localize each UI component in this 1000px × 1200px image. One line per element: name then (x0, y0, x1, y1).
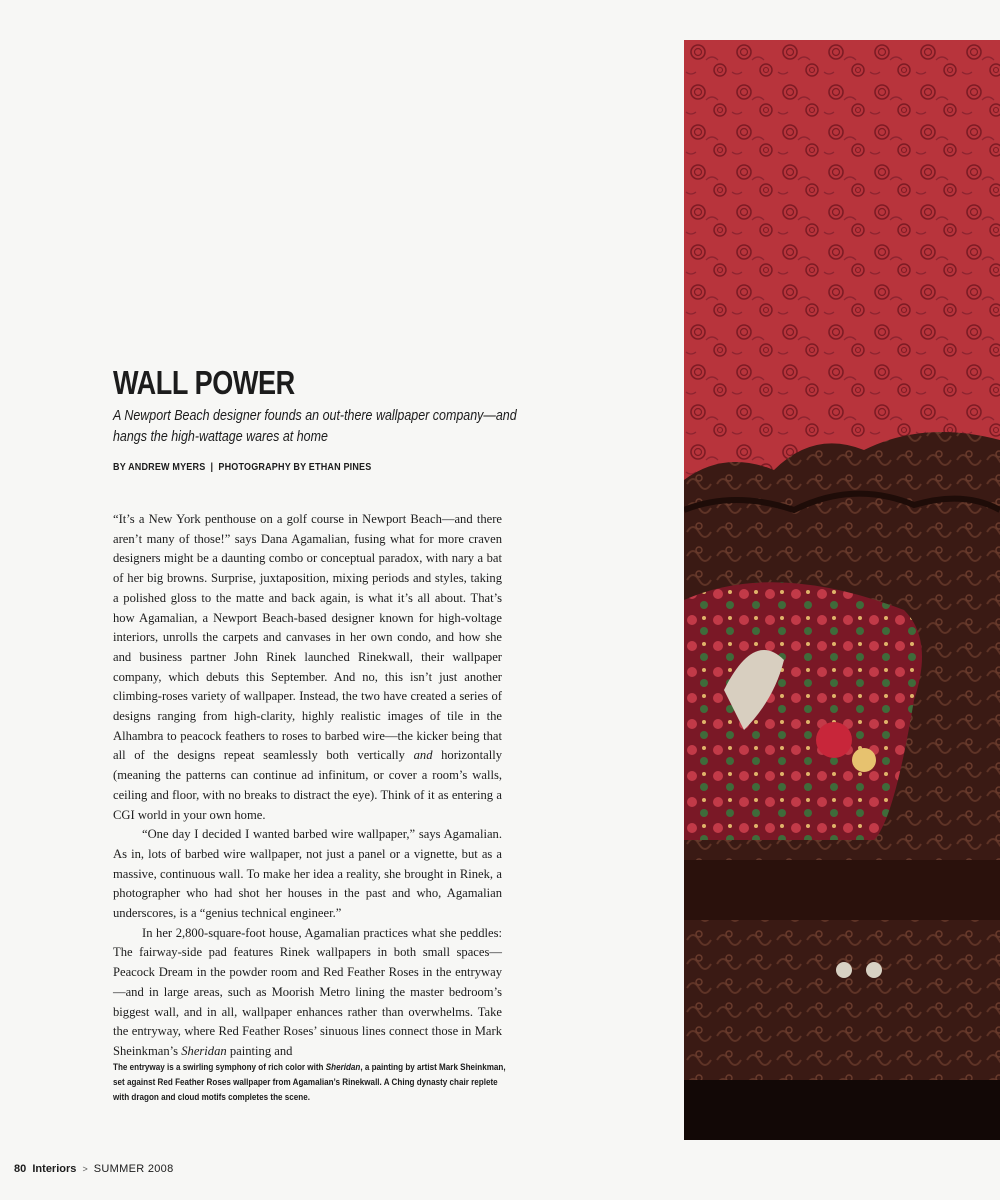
paragraph-1-emphasis: and (413, 748, 433, 763)
entryway-photo-illustration (684, 40, 1000, 1140)
paragraph-3-text-a: In her 2,800-square-foot house, Agamalian practices what she peddles: The fairway-side pad features Rinek wallpapers in both small spaces—Peacock Dream in the powder room and Red Feather Roses in the entryway—and in large areas, such as Moorish Metro lining the master bedroom’s biggest wall, and in all, wallpaper enhances rather than overwhelms. Take the entryway, where Red Feather Roses’ sinuous lines connect those in Mark Sheinkman’s (113, 925, 502, 1058)
entryway-photo (684, 40, 1000, 1140)
byline-author: BY ANDREW MYERS (113, 461, 206, 473)
magazine-name: Interiors (32, 1163, 77, 1175)
folio-separator: > (82, 1164, 88, 1174)
headline: WALL POWER (113, 364, 295, 401)
byline-separator: | (210, 461, 214, 473)
photo-caption (113, 1060, 513, 1105)
article-body (113, 510, 502, 1062)
paragraph-3 (113, 924, 502, 1062)
paragraph-1 (113, 510, 502, 825)
deck-subtitle: A Newport Beach designer founds an out-there wallpaper company—and hangs the high-wattage wares at home (113, 408, 517, 445)
caption-emphasis: Sheridan (325, 1062, 361, 1072)
caption-text-b: , a painting by artist Mark Sheinkman, set against Red Feather Roses wallpaper from Agamalian’s Rinekwall. A Ching dynasty chair replete with dragon and cloud motifs completes the scene. (113, 1062, 506, 1102)
paragraph-1-text-a: “It’s a New York penthouse on a golf course in Newport Beach—and there aren’t many of those!” says Dana Agamalian, fusing what for more craven designers might be a daunting combo or conceptual paradox, with nary a bat of her big browns. Surprise, juxtaposition, mixing periods and styles, taking a polished gloss to the matte and back again, is what it’s all about. That’s how Agamalian, a Newport Beach-based designer known for high-voltage interiors, unrolls the carpets and canvases in her own condo, and how she and business partner John Rinek launched Rinekwall, their wallpaper company, which debuts this September. And no, this isn’t just another climbing-roses variety of wallpaper. Instead, the two have created a series of designs ranging from high-clarity, highly realistic images of tile in the Alhambra to peacock feathers to roses to barbed wire—the kicker being that all of the designs repeat seamlessly both vertically (113, 512, 502, 763)
issue-date: SUMMER 2008 (93, 1163, 174, 1175)
caption-text-a: The entryway is a swirling symphony of rich color with (113, 1062, 326, 1072)
folio (14, 1163, 174, 1175)
paragraph-3-text-b: painting and (226, 1043, 293, 1058)
page-number: 80 (14, 1163, 27, 1175)
paragraph-3-emphasis: Sheridan (181, 1043, 227, 1058)
byline (113, 461, 371, 473)
byline-photographer: PHOTOGRAPHY BY ETHAN PINES (218, 461, 372, 473)
paragraph-1-text-b: horizontally (meaning the patterns can continue ad infinitum, or cover a room’s walls, ceiling and floor, with no breaks to distract the eye). Think of it as entering a CGI world in your own home. (113, 748, 502, 822)
paragraph-2: “One day I decided I wanted barbed wire wallpaper,” says Agamalian. As in, lots of barbed wire wallpaper, not just a panel or a vignette, but as a massive, continuous wall. To make her idea a reality, she brought in Rinek, a photographer who had shot her houses in the past and who, Agamalian underscores, is a “genius technical engineer.” (113, 827, 502, 921)
